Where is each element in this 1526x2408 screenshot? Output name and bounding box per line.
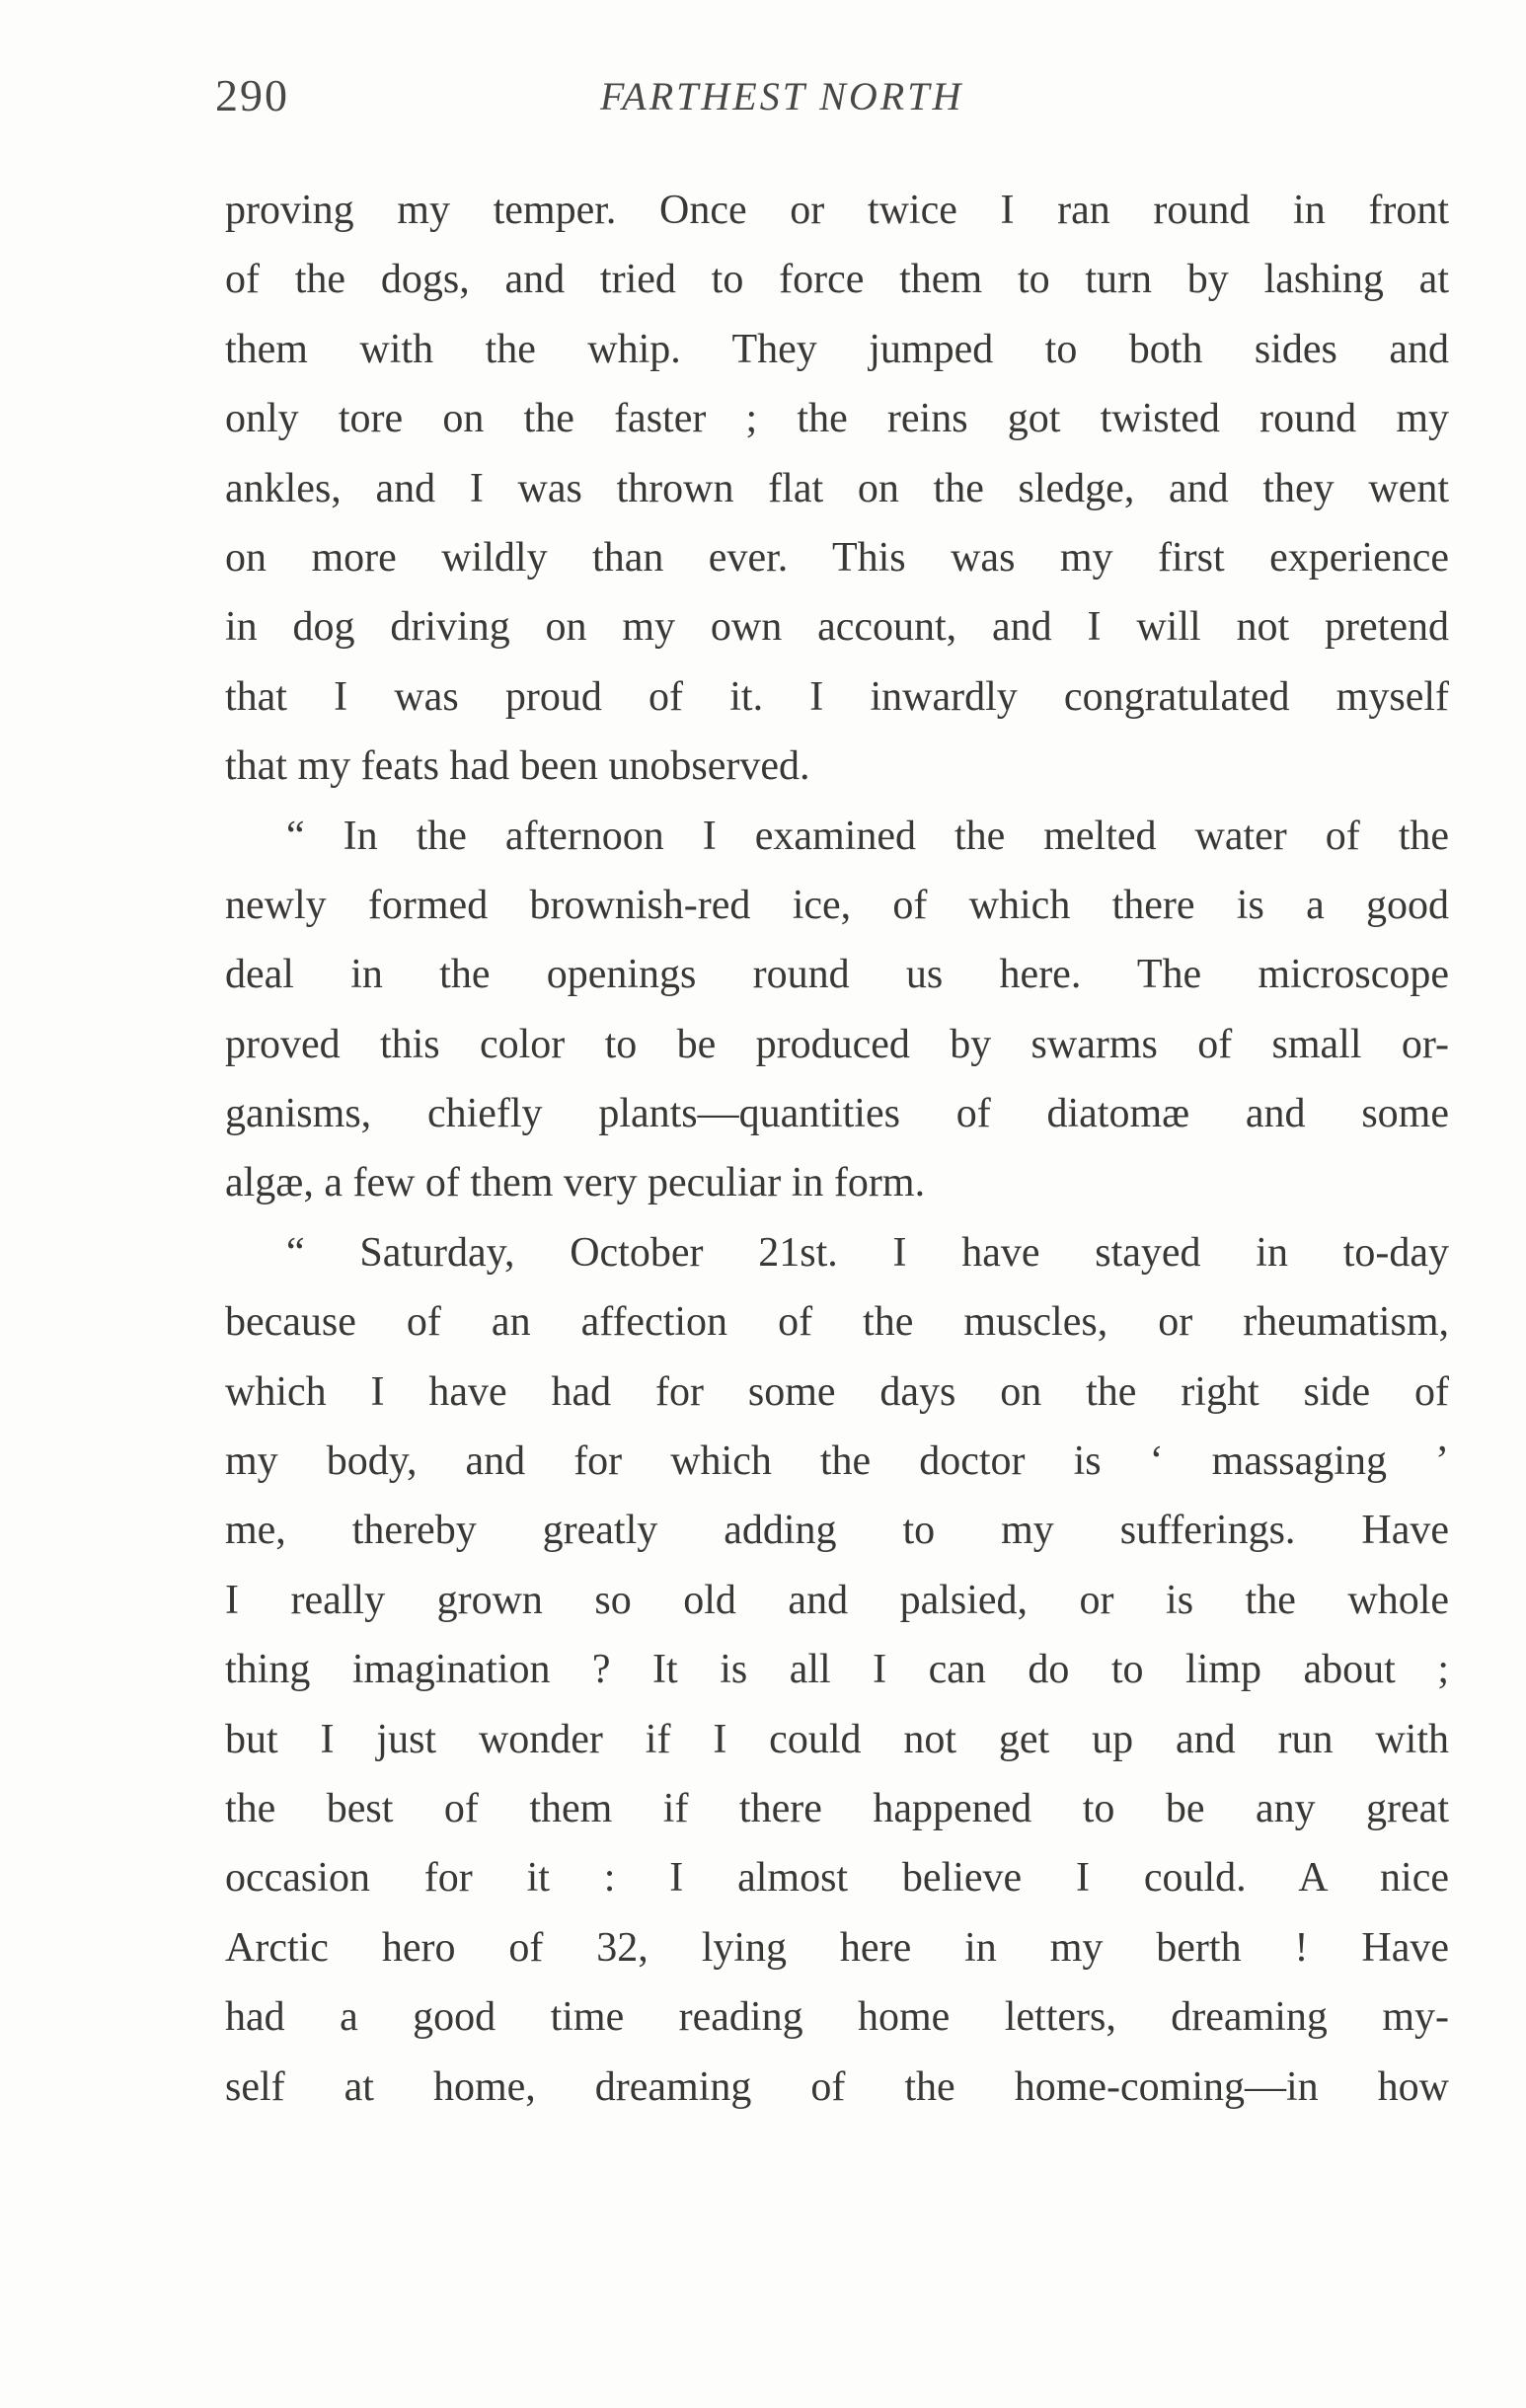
text-line: my body, and for which the doctor is ‘ massaging ’ [225,1438,1449,1485]
text-line: on more wildly than ever. This was my first experience [225,534,1449,581]
text-line: “ Saturday, October 21st. I have stayed in to-day [286,1229,1449,1276]
text-line: them with the whip. They jumped to both sides and [225,326,1449,372]
text-line: proving my temper. Once or twice I ran round in front [225,188,1449,233]
text-line: algæ, a few of them very peculiar in form. [225,1160,926,1206]
text-line: ganisms, chiefly plants—quantities of diatomæ and some [225,1091,1449,1137]
text-line: but I just wonder if I could not get up and run with [225,1716,1449,1762]
text-line: which I have had for some days on the right side of [225,1368,1449,1415]
running-head: FARTHEST NORTH [600,74,964,118]
text-line: ankles, and I was thrown flat on the sledge, and they went [225,465,1449,511]
text-line: that I was proud of it. I inwardly congratulated myself [225,673,1449,720]
text-line: newly formed brownish-red ice, of which there is a good [225,882,1449,928]
text-line: self at home, dreaming of the home-coming—in how [225,2063,1449,2110]
text-line: that my feats had been unobserved. [225,743,810,790]
text-line: thing imagination ? It is all I can do to limp about ; [225,1647,1449,1693]
text-line: Arctic hero of 32, lying here in my berth ! Have [225,1924,1449,1971]
text-line: in dog driving on my own account, and I will not pretend [225,604,1449,651]
page-header [215,69,1449,138]
text-line: had a good time reading home letters, dreaming my- [225,1994,1449,2041]
text-line: only tore on the faster ; the reins got twisted round my [225,396,1449,442]
text-line: because of an affection of the muscles, or rheumatism, [225,1299,1449,1346]
page-number: 290 [215,70,289,120]
text-line: me, thereby greatly adding to my sufferings. Have [225,1508,1449,1554]
text-line: “ In the afternoon I examined the melted water of the [286,813,1449,859]
text-line: the best of them if there happened to be any great [225,1785,1449,1831]
text-line: deal in the openings round us here. The microscope [225,952,1449,998]
text-line: proved this color to be produced by swarms of small or- [225,1021,1449,1067]
text-line: occasion for it : I almost believe I could. A nice [225,1855,1449,1902]
text-line: of the dogs, and tried to force them to turn by lashing at [225,257,1449,303]
body-text [225,176,1449,2122]
text-line: I really grown so old and palsied, or is the whole [225,1577,1449,1623]
